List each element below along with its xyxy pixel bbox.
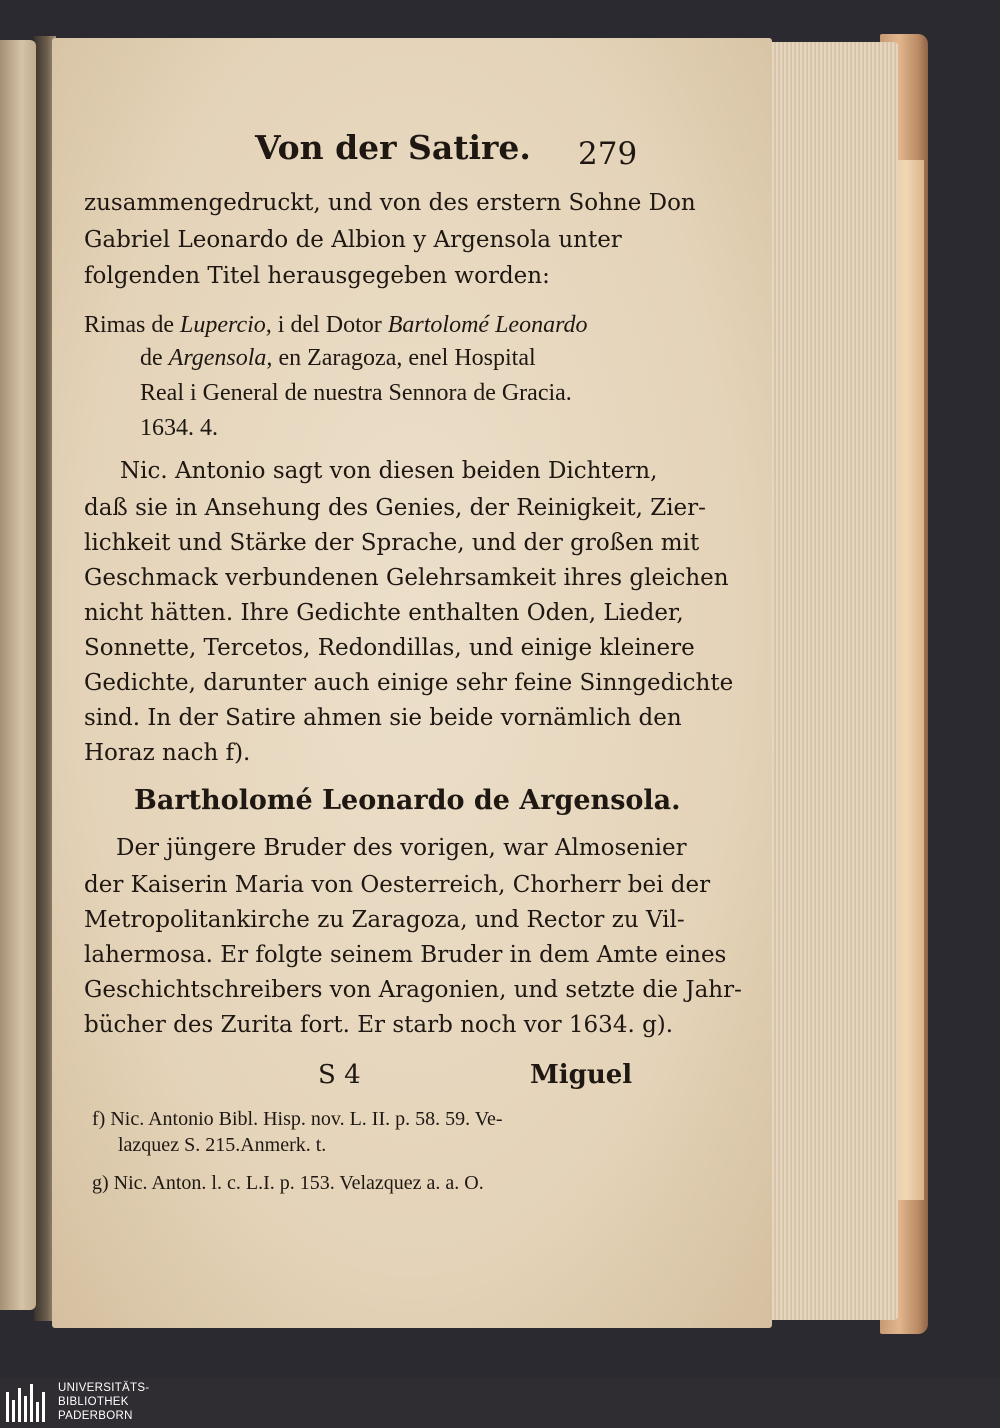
page-number: 279 — [578, 136, 638, 172]
section-heading: Bartholomé Leonardo de Argensola. — [134, 785, 681, 816]
citation-text: Rimas de — [84, 312, 180, 338]
citation-text: de — [140, 345, 169, 371]
signature-mark: S 4 — [318, 1060, 361, 1090]
logo-line: BIBLIOTHEK — [58, 1396, 129, 1408]
citation-line — [140, 345, 536, 372]
citation-text: i del Dotor — [271, 312, 388, 338]
citation-line — [84, 312, 588, 339]
footnote-line: lazquez S. 215.Anmerk. t. — [118, 1134, 327, 1156]
text-line: Gedichte, darunter auch einige sehr feine Sinngedichte — [84, 670, 734, 696]
text-line: Der jüngere Bruder des vorigen, war Almosenier — [116, 835, 687, 861]
footnote-line: f) Nic. Antonio Bibl. Hisp. nov. L. II. p. 58. 59. Ve- — [92, 1108, 503, 1130]
citation-italic: Argensola, — [168, 345, 273, 371]
page-block-edges — [760, 42, 898, 1320]
citation-line: 1634. 4. — [140, 415, 218, 441]
library-footer — [0, 1378, 1000, 1428]
left-page-edge — [0, 40, 36, 1310]
text-line: Sonnette, Tercetos, Redondillas, und einige kleinere — [84, 635, 695, 661]
citation-italic: Lupercio, — [180, 312, 272, 338]
catchword: Miguel — [530, 1060, 633, 1090]
library-logo-icon — [6, 1384, 48, 1422]
text-line: bücher des Zurita fort. Er starb noch vor 1634. g). — [84, 1012, 674, 1038]
text-line: zusammengedruckt, und von des erstern Sohne Don — [84, 190, 696, 216]
text-line: Metropolitankirche zu Zaragoza, und Rector zu Vil- — [84, 907, 685, 933]
text-line: Horaz nach f). — [84, 740, 251, 766]
text-line: Nic. Antonio sagt von diesen beiden Dichtern, — [120, 458, 658, 484]
citation-line: Real i General de nuestra Sennora de Gracia. — [140, 380, 572, 406]
text-line: Geschmack verbundenen Gelehrsamkeit ihres gleichen — [84, 565, 729, 591]
citation-text: en Zaragoza, enel Hospital — [272, 345, 536, 371]
text-line: lahermosa. Er folgte seinem Bruder in dem Amte eines — [84, 942, 727, 968]
text-line: der Kaiserin Maria von Oesterreich, Chorherr bei der — [84, 872, 711, 898]
logo-line: UNIVERSITÄTS- — [58, 1382, 150, 1394]
text-line: Gabriel Leonardo de Albion y Argensola unter — [84, 227, 622, 253]
citation-italic: Bartolomé Leonardo — [387, 312, 588, 338]
running-head: Von der Satire. — [255, 128, 531, 167]
text-line: daß sie in Ansehung des Genies, der Reinigkeit, Zier- — [84, 495, 706, 521]
text-line: Geschichtschreibers von Aragonien, und setzte die Jahr- — [84, 977, 742, 1003]
text-line: nicht hätten. Ihre Gedichte enthalten Oden, Lieder, — [84, 600, 684, 626]
footnote-line: g) Nic. Anton. l. c. L.I. p. 153. Velazquez a. a. O. — [92, 1172, 484, 1194]
library-logo-text — [58, 1381, 149, 1423]
text-line: sind. In der Satire ahmen sie beide vornämlich den — [84, 705, 682, 731]
text-line: folgenden Titel herausgegeben worden: — [84, 263, 550, 289]
text-line: lichkeit und Stärke der Sprache, und der großen mit — [84, 530, 700, 556]
logo-line: PADERBORN — [58, 1410, 133, 1422]
